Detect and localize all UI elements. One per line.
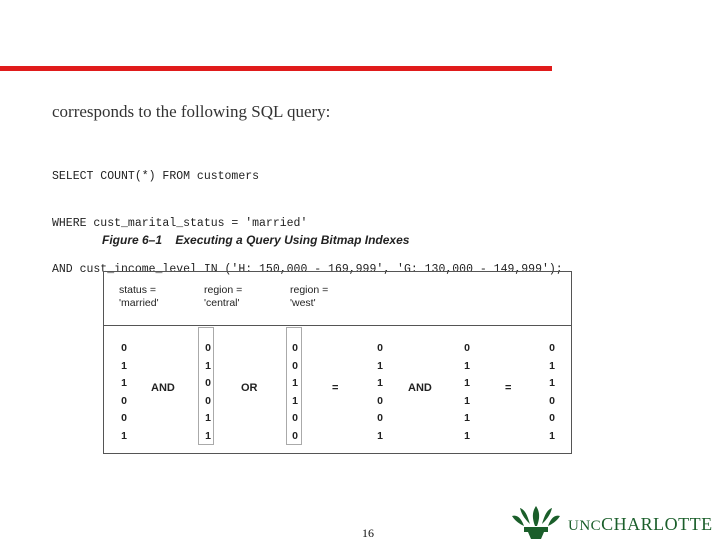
bit: 1: [549, 359, 555, 372]
bit: 0: [121, 342, 127, 354]
bit: 0: [549, 342, 555, 354]
bit: 1: [292, 394, 298, 407]
bit: 0: [121, 394, 127, 407]
bit: 0: [205, 342, 211, 354]
bit: 1: [292, 377, 298, 389]
bit: 1: [121, 359, 127, 372]
bit: 0: [292, 342, 298, 354]
bit: 0: [121, 412, 127, 424]
operator-equals: =: [505, 382, 512, 394]
bit: 1: [377, 429, 383, 442]
bit: 1: [205, 412, 211, 424]
bit: 1: [121, 377, 127, 389]
bit: 0: [549, 412, 555, 424]
bit: 1: [205, 429, 211, 442]
bit: 1: [549, 377, 555, 389]
bit: 1: [377, 377, 383, 389]
sql-line: SELECT COUNT(*) FROM customers: [52, 170, 260, 183]
header-status-married: status = 'married': [119, 284, 159, 309]
unc-charlotte-logo: [510, 506, 713, 540]
bit: 1: [464, 394, 470, 407]
bit: 0: [292, 412, 298, 424]
bit: 0: [292, 429, 298, 442]
title-divider-bar: [0, 66, 552, 71]
bit: 1: [464, 359, 470, 372]
bit: 1: [549, 429, 555, 442]
bit: 0: [549, 394, 555, 407]
bit: 1: [121, 429, 127, 442]
bitmap-column-status: [117, 340, 131, 445]
bitmap-column-west: [288, 340, 302, 445]
bit: 0: [292, 359, 298, 372]
figure-number: Figure 6–1: [102, 233, 163, 247]
figure-caption: Executing a Query Using Bitmap Indexes: [175, 233, 410, 247]
logo-wordmark: UNCCHARLOTTE: [568, 514, 713, 534]
bit: 0: [205, 377, 211, 389]
bitmap-column-and-input: [460, 340, 474, 445]
bitmap-figure: [103, 271, 572, 454]
bit: 0: [377, 412, 383, 424]
operator-and: AND: [151, 382, 175, 394]
bit: 1: [464, 429, 470, 442]
bitmap-column-or-result: [373, 340, 387, 445]
figure-header: [104, 272, 571, 326]
bit: 1: [464, 412, 470, 424]
bit: 1: [377, 359, 383, 372]
bitmap-column-central: [201, 340, 215, 445]
header-region-central: region = 'central': [204, 284, 243, 309]
operator-or: OR: [241, 382, 258, 394]
bit: 1: [205, 359, 211, 372]
intro-text: corresponds to the following SQL query:: [52, 102, 331, 121]
page-number: 16: [362, 526, 374, 540]
header-region-west: region = 'west': [290, 284, 329, 309]
bit: 0: [377, 342, 383, 354]
crown-emblem-icon: [510, 506, 562, 540]
bit: 0: [464, 342, 470, 354]
sql-line: AND cust_income_level IN ('H: 150,000 - 169,999', 'G: 130,000 - 149,999');: [52, 263, 563, 276]
bit: 1: [464, 377, 470, 389]
bit: 0: [377, 394, 383, 407]
figure-title: [102, 233, 409, 247]
operator-and: AND: [408, 382, 432, 394]
sql-line: WHERE cust_marital_status = 'married': [52, 216, 308, 230]
bitmap-column-final-result: [545, 340, 559, 445]
operator-equals: =: [332, 382, 339, 394]
bit: 0: [205, 394, 211, 407]
